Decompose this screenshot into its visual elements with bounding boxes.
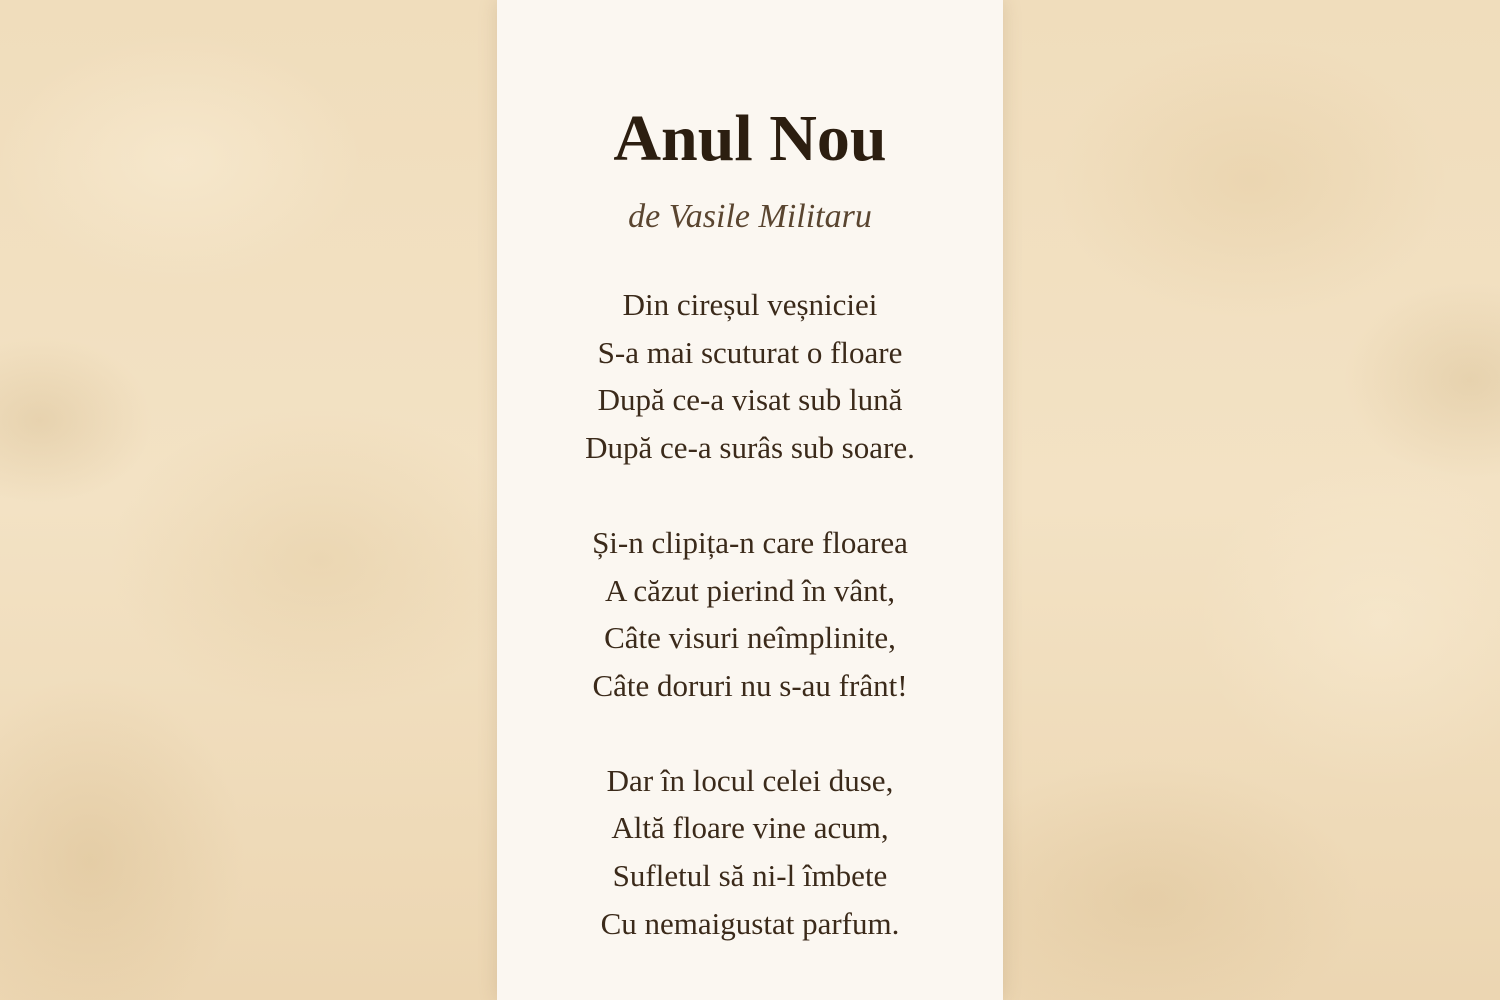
stanza-3: [497, 757, 1003, 948]
poem-title: Anul Nou: [613, 102, 887, 175]
poem-line: A căzut pierind în vânt,: [604, 572, 896, 608]
poem-line: După ce-a surâs sub soare.: [585, 430, 915, 466]
poem-line: S-a mai scuturat o floare: [597, 334, 903, 370]
poem-line: Dar în locul celei duse,: [606, 762, 894, 798]
poem-panel: [497, 0, 1003, 1000]
poem-author: de Vasile Militaru: [628, 198, 872, 235]
stanza-2: [497, 519, 1003, 710]
poem-line: Câte doruri nu s-au frânt!: [592, 667, 908, 703]
poem-line: Altă floare vine acum,: [611, 810, 889, 846]
poem-body: [497, 281, 1003, 947]
poem-line: Cu nemaigustat parfum.: [600, 905, 900, 941]
poem-line: Din cireșul veșniciei: [622, 287, 878, 322]
poem-line: Și-n clipița-n care floarea: [592, 524, 908, 560]
poem-line: După ce-a visat sub lună: [597, 382, 903, 418]
poem-line: Câte visuri neîmplinite,: [604, 620, 896, 656]
poem-line: Sufletul să ni-l îmbete: [612, 858, 888, 894]
stanza-1: [497, 281, 1003, 472]
